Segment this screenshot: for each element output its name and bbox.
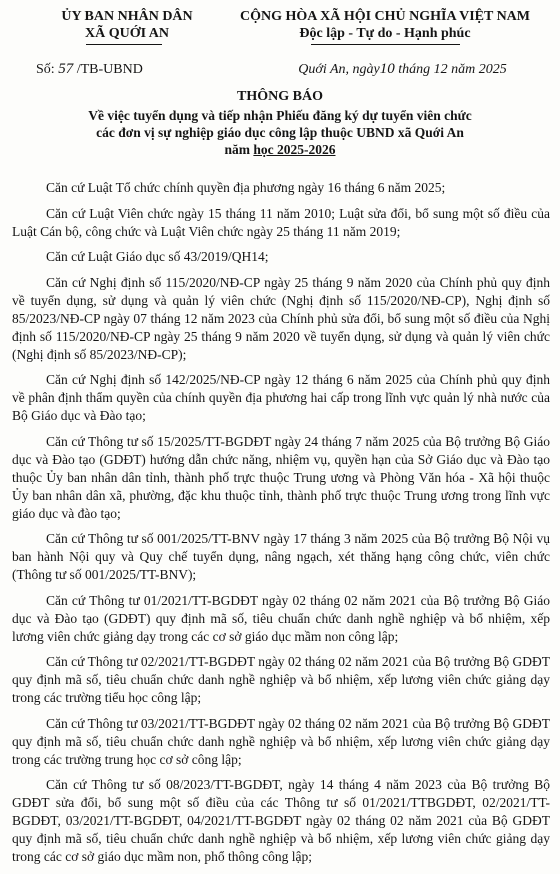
subject-line-3-prefix: năm xyxy=(224,142,254,157)
legal-basis-list xyxy=(12,179,550,874)
document-number xyxy=(36,61,143,78)
legal-basis-paragraph: Căn cứ Nghị định số 115/2020/NĐ-CP ngày 25 tháng 9 năm 2020 của Chính phủ quy định về tuyển dụng, sử dụng và quản lý viên chức (Nghị định số 115/2020/NĐ-CP), Nghị định số 85/2023/NĐ-CP ngày 07 tháng 12 năm 2023 của Chính phủ sửa đổi, bổ sung một số điều của Nghị định số 115/2020/NĐ-CP ngày 25 tháng 9 năm 2020 về tuyển dụng, sử dụng và quản lý viên chức (Nghị định số 85/2023/NĐ-CP); xyxy=(12,274,550,362)
date-suffix: tháng 12 năm 2025 xyxy=(394,62,507,77)
subject-line-3 xyxy=(30,141,530,158)
legal-basis-paragraph: Căn cứ Thông tư 01/2021/TT-BGDĐT ngày 02 tháng 02 năm 2021 của Bộ trưởng Bộ Giáo dục và Đào tạo (GDĐT) quy định mã số, tiêu chuẩn chức danh nghề nghiệp và bổ nhiệm, xếp lương viên chức giảng dạy trong các cơ sở giáo dục mầm non công lập; xyxy=(12,592,550,644)
legal-basis-paragraph: Căn cứ Luật Viên chức ngày 15 tháng 11 năm 2010; Luật sửa đổi, bổ sung một số điều của Luật Cán bộ, công chức và Luật Viên chức ngày 25 tháng 11 năm 2019; xyxy=(12,205,550,239)
legal-basis-paragraph: Căn cứ Thông tư số 08/2023/TT-BGDĐT, ngày 14 tháng 4 năm 2023 của Bộ trưởng Bộ GDĐT sửa đổi, bổ sung một số điều của các Thông tư số 01/2021/TTBGDĐT, 02/2021/TT-BGDĐT, 03/2021/TT-BGDĐT, 04/2021/TT-BGDĐT ngày 02 tháng 02 năm 2021 của Bộ GDĐT quy định mã số, tiêu chuẩn chức danh nghề nghiệp và bổ nhiệm, xếp lương viên chức giảng dạy trong các cơ sở giáo dục mầm non, phổ thông công lập; xyxy=(12,777,550,864)
subject-school-year: học 2025-2026 xyxy=(253,142,336,157)
doc-number-handwritten: 57 xyxy=(58,61,74,77)
motto-underline xyxy=(311,44,460,45)
authority-line-2: XÃ QUỚI AN xyxy=(84,26,169,41)
legal-basis-paragraph: Căn cứ Thông tư số 001/2025/TT-BNV ngày 17 tháng 3 năm 2025 của Bộ trưởng Bộ Nội vụ ban hành Nội quy và Quy chế tuyển dụng, nâng ngạch, xét thăng hạng công chức, viên chức (Thông tư số 001/2025/TT-BNV); xyxy=(12,531,550,582)
subject-line-2: các đơn vị sự nghiệp giáo dục công lập thuộc UBND xã Quới An xyxy=(96,125,464,140)
place-and-date xyxy=(255,61,550,78)
nation-name: CỘNG HÒA XÃ HỘI CHỦ NGHĨA VIỆT NAM xyxy=(239,9,530,24)
date-prefix: Quới An, ngày xyxy=(298,62,380,77)
legal-basis-paragraph: Căn cứ Thông tư 03/2021/TT-BGDĐT ngày 02 tháng 02 năm 2021 của Bộ trưởng Bộ GDĐT quy định mã số, tiêu chuẩn chức danh nghề nghiệp và bổ nhiệm, xếp lương viên chức giảng dạy trong các trường trung học cơ sở công lập; xyxy=(12,715,550,767)
authority-line-1: ỦY BAN NHÂN DÂN xyxy=(61,9,193,24)
legal-basis-paragraph: Căn cứ Luật Giáo dục số 43/2019/QH14; xyxy=(46,249,269,264)
authority-underline xyxy=(86,44,162,45)
legal-basis-paragraph: Căn cứ Thông tư số 15/2025/TT-BGDĐT ngày 24 tháng 7 năm 2025 của Bộ trưởng Bộ Giáo dục và Đào tạo (GDĐT) hướng dẫn chức năng, nhiệm vụ, quyền hạn của Sở Giáo dục và Đào tạo thuộc Ủy ban nhân dân tỉnh, thành phố trực thuộc Trung ương và Phòng Văn hóa - Xã hội thuộc Ủy ban nhân dân xã, phường, đặc khu thuộc tỉnh, thành phố trực thuộc Trung ương trong lĩnh vực giáo dục và đào tạo; xyxy=(12,433,550,521)
issuing-authority xyxy=(34,8,220,42)
document-title: THÔNG BÁO xyxy=(237,89,323,104)
subject-line-1: Về việc tuyển dụng và tiếp nhận Phiếu đăng ký dự tuyển viên chức xyxy=(88,108,472,123)
legal-basis-paragraph: Căn cứ Luật Tổ chức chính quyền địa phương ngày 16 tháng 6 năm 2025; xyxy=(46,180,446,195)
motto: Độc lập - Tự do - Hạnh phúc xyxy=(299,26,471,41)
doc-number-prefix: Số: xyxy=(36,62,59,77)
document-subject xyxy=(30,107,530,158)
legal-basis-paragraph: Căn cứ Thông tư 02/2021/TT-BGDĐT ngày 02 tháng 02 năm 2021 của Bộ trưởng Bộ GDĐT quy định mã số, tiêu chuẩn chức danh nghề nghiệp và bổ nhiệm, xếp lương viên chức giảng dạy trong các trường tiểu học công lập; xyxy=(12,654,550,705)
doc-number-suffix: /TB-UBND xyxy=(73,62,143,77)
legal-basis-paragraph: Căn cứ Nghị định số 142/2025/NĐ-CP ngày 12 tháng 6 năm 2025 của Chính phủ quy định về phân định thẩm quyền của chính quyền địa phương hai cấp trong lĩnh vực quản lý nhà nước của Bộ Giáo dục và Đào tạo; xyxy=(12,372,550,423)
national-motto xyxy=(222,8,548,42)
date-day-handwritten: 10 xyxy=(379,61,395,77)
